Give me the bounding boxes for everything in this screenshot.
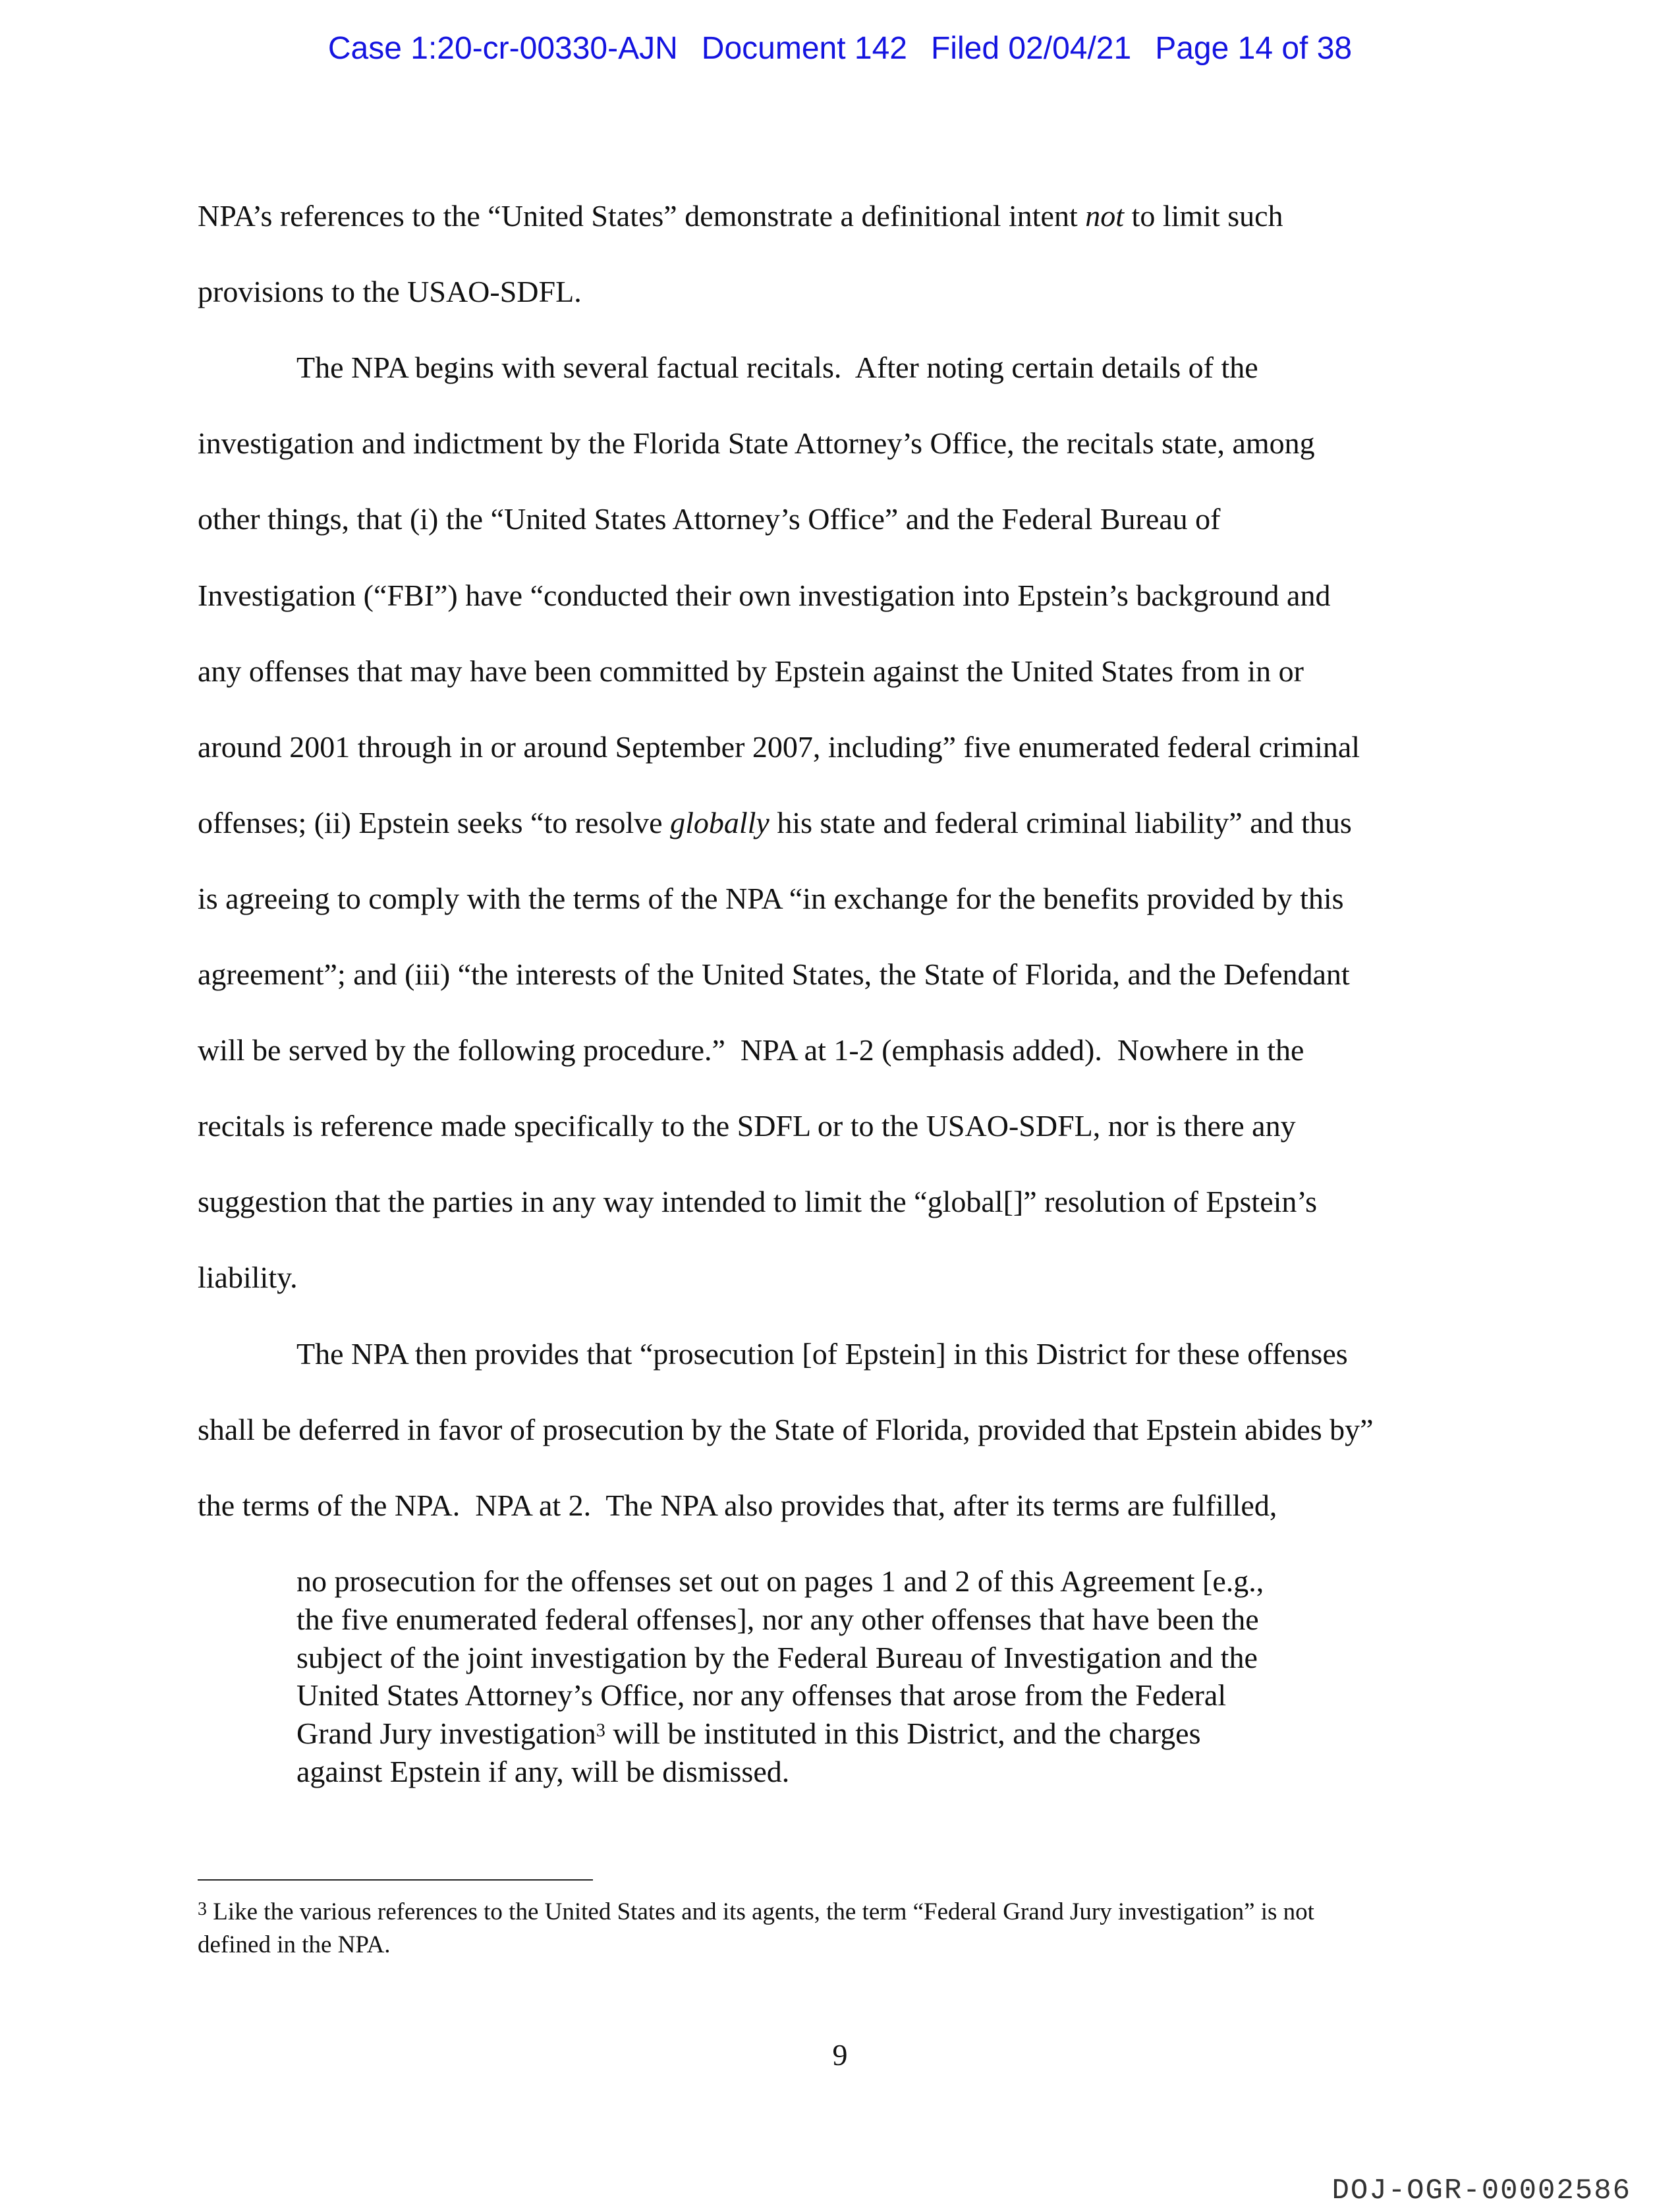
filed-date: Filed 02/04/21 — [930, 31, 1132, 66]
body-line — [198, 729, 1360, 766]
emphasis-text: globally — [670, 805, 770, 839]
body-line — [198, 653, 1304, 690]
footnote-line — [198, 1898, 1314, 1927]
quote-line — [296, 1639, 1258, 1676]
line-text: against Epstein if any, will be dismissed. — [296, 1755, 790, 1788]
body-line — [198, 577, 1330, 614]
body-line — [198, 425, 1315, 462]
footnote-marker: 3 — [198, 1899, 207, 1919]
page-of: Page 14 of 38 — [1155, 31, 1353, 66]
body-line — [198, 1108, 1296, 1145]
body-line — [198, 805, 1352, 841]
footnote-line: defined in the NPA. — [198, 1931, 391, 1958]
line-text: any offenses that may have been committed by Epstein against the United States from in or — [198, 654, 1304, 688]
line-text: subject of the joint investigation by the Federal Bureau of Investigation and the — [296, 1640, 1258, 1674]
body-line — [198, 1487, 1277, 1524]
body-line — [198, 198, 1283, 235]
line-text: The NPA then provides that “prosecution [of Epstein] in this District for these offenses — [296, 1336, 1348, 1371]
emphasis-text: not — [1085, 199, 1125, 233]
line-text: will be instituted in this District, and the charges — [605, 1716, 1201, 1751]
quote-line — [296, 1753, 789, 1790]
bates-stamp: DOJ-OGR-00002586 — [1331, 2174, 1631, 2207]
line-text: liability. — [198, 1261, 298, 1295]
body-line — [296, 1336, 1348, 1373]
page-number: 9 — [832, 2038, 848, 2072]
quote-line — [296, 1563, 1264, 1600]
body-line — [198, 273, 582, 310]
line-text: no prosecution for the offenses set out on pages 1 and 2 of this Agreement [e.g., — [296, 1564, 1264, 1598]
line-text: agreement”; and (iii) “the interests of the United States, the State of Florida, and the Defendant — [198, 957, 1350, 991]
body-line — [198, 1411, 1374, 1448]
body-line — [198, 1259, 298, 1296]
body-line — [198, 956, 1350, 993]
body-line — [198, 880, 1344, 917]
footnote-text: Like the various references to the United States and its agents, the term “Federal Grand Jury investigation” is not — [207, 1898, 1314, 1925]
case-number: Case 1:20-cr-00330-AJN — [327, 31, 678, 66]
line-text: the terms of the NPA. NPA at 2. The NPA also provides that, after its terms are fulfilled, — [198, 1488, 1277, 1522]
line-text: other things, that (i) the “United States Attorney’s Office” and the Federal Bureau of — [198, 502, 1221, 536]
case-header — [0, 30, 1680, 67]
body-line — [198, 501, 1220, 538]
line-text: is agreeing to comply with the terms of the NPA “in exchange for the benefits provided by this — [198, 881, 1344, 915]
line-text: Grand Jury investigation — [296, 1716, 596, 1751]
line-text: to limit such — [1124, 199, 1283, 233]
line-text: offenses; (ii) Epstein seeks “to resolve — [198, 805, 671, 839]
line-text: Investigation (“FBI”) have “conducted their own investigation into Epstein’s background and — [198, 578, 1331, 612]
line-text: provisions to the USAO-SDFL. — [198, 275, 582, 309]
line-text: recitals is reference made specifically to the SDFL or to the USAO-SDFL, nor is there any — [198, 1109, 1296, 1143]
body-line — [198, 1032, 1304, 1069]
line-text: his state and federal criminal liability” and thus — [769, 805, 1352, 839]
line-text: shall be deferred in favor of prosecution by the State of Florida, provided that Epstein abides by” — [198, 1412, 1374, 1446]
line-text: will be served by the following procedure.” NPA at 1-2 (emphasis added). Nowhere in the — [198, 1033, 1304, 1067]
footnote-reference: 3 — [596, 1720, 605, 1742]
line-text: United States Attorney’s Office, nor any offenses that arose from the Federal — [296, 1678, 1227, 1713]
footnote-divider — [198, 1879, 593, 1881]
quote-line — [296, 1677, 1226, 1714]
body-line — [198, 1183, 1317, 1220]
line-text: the five enumerated federal offenses], nor any other offenses that have been the — [296, 1602, 1259, 1636]
quote-line — [296, 1601, 1259, 1638]
document-number: Document 142 — [701, 31, 907, 66]
line-text: investigation and indictment by the Florida State Attorney’s Office, the recitals state, among — [198, 426, 1315, 461]
line-text: The NPA begins with several factual recitals. After noting certain details of the — [296, 351, 1258, 385]
line-text: suggestion that the parties in any way intended to limit the “global[]” resolution of Epstein’s — [198, 1185, 1318, 1219]
line-text: NPA’s references to the “United States” demonstrate a definitional intent — [198, 199, 1086, 233]
body-line — [296, 349, 1258, 386]
line-text: around 2001 through in or around September 2007, including” five enumerated federal criminal — [198, 729, 1360, 764]
quote-line — [296, 1715, 1200, 1752]
